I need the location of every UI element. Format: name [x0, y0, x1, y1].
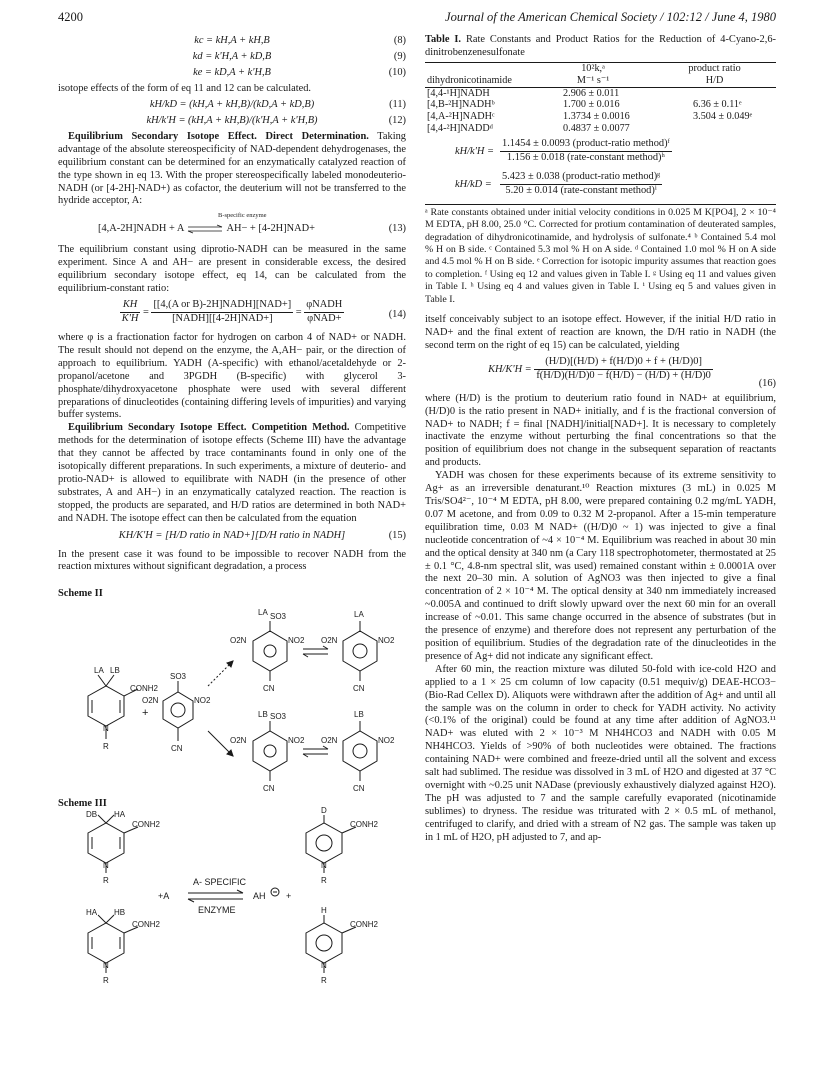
equation-13: B-specific enzyme [4,A-2H]NADH + A AH− + [4-2H]NAD+ (13): [98, 212, 406, 235]
svg-text:+A: +A: [158, 891, 170, 902]
svg-text:LA: LA: [258, 608, 268, 618]
equation-10: ke = kD,A + k'H,B (10): [193, 67, 406, 78]
svg-text:NO2: NO2: [288, 736, 305, 746]
page-header: [58, 10, 776, 26]
svg-text:CONH2: CONH2: [132, 820, 161, 830]
left-column: [58, 34, 406, 991]
svg-text:R: R: [103, 976, 109, 986]
table-row: [4,4-¹H]NADH 2.906 ± 0.011: [427, 87, 620, 99]
svg-text:SO3: SO3: [270, 612, 287, 622]
intro-text: isotope effects of the form of eq 11 and 12 can be calculated.: [58, 83, 312, 94]
scheme-ii-structures: [88, 608, 395, 793]
svg-text:SO3: SO3: [170, 672, 187, 682]
ratio-definition-text: where (H/D) is the protium to deuterium ratio found in NAD+ at equilibrium, (H/D)0 is the ratio present in NAD+ initially, and f is the fractional conversion of NAD+ to NADH; f = final [NADH]/initial[NAD+]. It is necessary to completely inactivate the enzyme without perturbing the final concentrations so that the position of equilibrium does not change in the subsequent separation of reactants and products.: [425, 392, 776, 469]
svg-text:LA: LA: [354, 610, 364, 620]
svg-text:NO2: NO2: [288, 636, 305, 646]
svg-text:NO2: NO2: [378, 736, 395, 746]
equation-16: KH/K'H = $\frac{(H/D)[(H/D) + f(H/D)0 + f + (H/D)0]}{f(H/D)(H/D)0 - f(H/D) - (H/D) + (H/D)0}$ (16): [488, 355, 776, 389]
svg-text:R: R: [103, 876, 109, 886]
svg-text:A- SPECIFIC: A- SPECIFIC: [193, 877, 247, 888]
isotope-effect-text: itself conceivably subject to an isotope effect. However, if the initial H/D ratio in NAD+ and the final extent of reaction are known, the D/H ratio in NADH (the second term on the right of eq 15) can be calculated, yielding: [425, 314, 776, 351]
section-competition-method: Equilibrium Secondary Isotope Effect. Competition Method. Competitive methods for the determination of isotope effects (Scheme III) have the advantage that they cannot be affected by trace contaminants found in only one of the isotopically different preparations. In such experiments, a mixture of deuterio- and protio-NAD+ is allowed to equilibrate with NADH (in the presence of other substrates, A and AH−) in an enzymatically catalyzed reaction. The reaction is stopped, the products are separated, and H/D ratios are determined in both NAD+ and NADH. The isotope effect can then be calculated from the equation: [58, 422, 406, 524]
equilibrium-arrow-icon: [188, 225, 222, 233]
meisenheimer-intermediate-bottom: [253, 721, 287, 781]
fractionation-text: where φ is a fractionation factor for hydrogen on carbon 4 of NAD+ or NADH. The result should not depend on the enzyme, the A,AH− pair, or the direction of approach to equilibrium. YADH (A-specific) with ethanol/acetaldehyde or 2-propanol/acetone and 3PGDH (B-specific) with glycerol 3-phosphate/dihydroxyacetone phosphate were used with several different preparations of dinucleotides (containing differing levels of impurities) and varying buffer systems.: [58, 331, 406, 421]
equation-11: kH/kD = (kH,A + kH,B)/(kD,A + kD,B) (11): [149, 98, 406, 110]
table-footnotes: ᵃ Rate constants obtained under initial velocity conditions in 0.025 M K[PO4], 2 × 10⁻⁴ M EDTA, pH 8.00, 25.0 °C. Corrected for protium contamination of deuterated samples, degradation of dihydronicotinamide, and hydrolysis of sulfonate.⁴ ᵇ Contained 5.4 mol % H on B side. ᶜ Contained 5.3 mol % H on A side. ᵈ Contained 1.0 mol % H on A side and 4.5 mol % H on B side. ᵉ Correction for isotopic impurity assumes that reaction goes to completion. ᶠ Using eq 12 and values given in Table I. ᵍ Using eq 11 and values given in Table I. ʰ Using eq 4 and values given in Table I. ⁱ Using eq 5 and values given in Table I.: [425, 206, 776, 305]
svg-text:CONH2: CONH2: [132, 920, 161, 930]
table-row: [4,4-²H]NADDᵈ 0.4837 ± 0.0077: [427, 122, 630, 134]
svg-text:N: N: [321, 961, 327, 971]
svg-text:CN: CN: [171, 744, 183, 754]
equation-15: KH/K'H = [H/D ratio in NAD+][D/H ratio in NADH] (15): [118, 529, 406, 541]
table-title: Table I. Rate Constants and Product Ratios for the Reduction of 4-Cyano-2,6-dinitrobenzenesulfonate: [425, 34, 776, 58]
svg-text:LB: LB: [258, 710, 268, 720]
deuterio-nad-plus-structure: [306, 815, 356, 873]
svg-text:CONH2: CONH2: [130, 684, 159, 694]
svg-text:HB: HB: [114, 908, 126, 918]
journal-citation: Journal of the American Chemical Society / 102:12 / June 4, 1980: [445, 10, 776, 24]
equation-12: kH/k'H = (kH,A + kH,B)/(k'H,A + k'H,B) (12): [146, 114, 406, 126]
column-separation-text: After 60 min, the reaction mixture was diluted 50-fold with ice-cold H2O and applied to a 1 × 25 cm column of low capacity (0.51 mequiv/g) DEAE-HCO3− (Bio-Rad Cellex D). Aliquots were withdrawn after the addition of Ag+ and until all the sample was on the column in order to check for YADH activity. No activity (<0.1% of the original) could be found at any time after addition of AgNO3.¹¹ NAD+ was eluted with 2 × 10⁻³ M NH4HCO3 and NADH with 0.05 M NH4HCO3. Yields of >90% of both nucleotides were obtained. The fractions containing NAD+ were combined and freeze-dried until all the solvent and excess salt had sublimed. The residue was dissolved in 3 mL of H2O and digested at 37 °C overnight with ~0.25 unit NADase (previously exhaustively dialyzed against H2O). The pH was adjusted to 7 and the sample carefully evaporated (nicotinamide sublimes) to dryness. The residue was triturated with 2 × 0.5 mL of methanol, centrifuged to clarify, and dried with a stream of N2 gas. The sample was taken up in 1 mL of H2O, pH adjusted to 7, and ap-: [425, 663, 776, 843]
scheme-ii-diagram: [58, 601, 406, 796]
product-bottom: [343, 721, 377, 781]
svg-text:CN: CN: [263, 784, 275, 794]
svg-text:O2N: O2N: [230, 636, 247, 646]
svg-text:LA: LA: [94, 666, 104, 676]
scheme-ii-title: Scheme II: [58, 588, 103, 600]
section-direct-determination: Equilibrium Secondary Isotope Effect. Direct Determination. Taking advantage of the absolute stereospecificity of NAD-dependent dehydrogenases, the equilibrium constant can be determined for an enzymatically catalyzed reaction of the type shown in eq 13. With the proper stereospecifically labeled monodeuterio-NADH (or [4-2H]-NAD+) as cofactor, the deuterium will not be transferred to the hydride acceptor, A:: [58, 130, 406, 207]
svg-text:O2N: O2N: [321, 636, 338, 646]
scheme-iii-diagram: [58, 806, 406, 991]
svg-text:N: N: [103, 861, 109, 871]
equation-14: $\frac{KH}{K'H}$ = $\frac{\text{[[4,(A or B)-2H]NADH][NAD+]}}{\text{[NADH][[4-2H]NAD+]}}$ = $\frac{\text{φNADH}}{\text{φNAD+}}$ (14): [121, 298, 406, 324]
svg-text:NO2: NO2: [194, 696, 211, 706]
svg-text:N: N: [103, 961, 109, 971]
svg-text:+: +: [142, 707, 149, 720]
table-row: [4,B-²H]NADHᵇ 1.700 ± 0.016 6.36 ± 0.11ᵉ: [427, 99, 742, 111]
recovery-text: In the present case it was found to be impossible to recover NADH from the reaction mixtures without significant degradation, a process: [58, 548, 406, 573]
svg-text:O2N: O2N: [321, 736, 338, 746]
svg-text:H: H: [321, 906, 327, 916]
svg-text:O2N: O2N: [230, 736, 247, 746]
svg-text:N: N: [103, 724, 109, 734]
svg-text:HA: HA: [114, 810, 126, 820]
svg-text:CN: CN: [353, 684, 365, 694]
protio-nad-plus-structure: [306, 915, 356, 973]
equation-8: kc = kH,A + kH,B (8): [194, 35, 406, 46]
rate-constants-table: 10²k,ᵃ product ratio dihydronicotinamide M⁻¹ s⁻¹ H/D [4,4-¹H]NADH 2.906 ± 0.011 [4,B-²H]NADHᵇ 1.700 ± 0.016 6.36 ± 0.11ᵉ [4,A-²H]NADHᶜ 1.3734 ± 0.0016 3.504 ± 0.049ᵉ [4,4-²H]NADDᵈ 0.4837 ± 0.0077: [425, 62, 776, 135]
svg-text:AH: AH: [253, 891, 266, 902]
table-bottom-rule: [425, 204, 776, 205]
meisenheimer-intermediate-top: [253, 621, 287, 681]
svg-text:R: R: [103, 742, 109, 752]
svg-text:R: R: [321, 876, 327, 886]
svg-text:LB: LB: [110, 666, 120, 676]
product-top: [343, 621, 377, 681]
svg-text:CONH2: CONH2: [350, 820, 379, 830]
sulfonate-substrate-structure: [163, 681, 193, 741]
equation-9: kd = k'H,A + kD,B (9): [192, 51, 406, 62]
svg-text:SO3: SO3: [270, 712, 287, 722]
svg-text:N: N: [321, 861, 327, 871]
svg-text:CN: CN: [353, 784, 365, 794]
yadh-experiment-text: YADH was chosen for these experiments because of its extreme sensitivity to Ag+ as an irreversible denaturant.¹⁰ Reaction mixtures (3 mL) in 0.025 M Tris/SO4²⁻, 10⁻⁴ M EDTA, pH 8.00, were prepared containing 0.2 mg/mL YADH, 0.07 M acetone, and from 0.09 to 0.32 M 2-propanol. After a 15-min temperature equilibration time, 0.03 M NAD+ ((H/D)0 ~ 1) was injected to give a final nucleotide concentration of ~4 × 10⁻⁴ M. Equilibrium was reached in about 30 min and the optical density at 340 nm (a Cary 118 spectrophotometer, thermostated at 25 ± 0.1 °C, 4.8-nm spectral slit, was used) remained constant within ± 0.0001A over the next 20–30 min. A solution of AgNO3 was then injected to give a final concentration of 2 × 10⁻⁴ M. The optical density at 340 nm immediately increased ~0.005A and continued to drift slowly upward over the next 60 min for an overall increase of ~0.01. This same change occurred in the absence of substrates (but in the presence of enzyme) and therefore does not represent any perturbation of the position of equilibrium. Studies of the degradation rate of the dinucleotides in the presence of Ag+ did not indicate any significant effect.: [425, 470, 776, 662]
svg-text:ENZYME: ENZYME: [198, 905, 236, 916]
page-number: 4200: [58, 10, 83, 24]
svg-text:O2N: O2N: [142, 696, 159, 706]
table-row: [4,A-²H]NADHᶜ 1.3734 ± 0.0016 3.504 ± 0.049ᵉ: [427, 111, 753, 123]
svg-text:R: R: [321, 976, 327, 986]
equilibrium-constant-text: The equilibrium constant using diprotio-NADH can be measured in the same experiment. Since A and AH− are present in considerable excess, the desired equilibrium secondary isotope effect, eq 14, can be calculated from the equilibrium-constant ratio:: [58, 244, 406, 295]
right-column: [425, 34, 776, 844]
svg-text:CN: CN: [263, 684, 275, 694]
svg-text:HA: HA: [86, 908, 98, 918]
svg-text:D: D: [321, 806, 327, 816]
deuterio-nadh-structure: [88, 815, 138, 873]
svg-text:+: +: [286, 891, 292, 902]
svg-text:CONH2: CONH2: [350, 920, 379, 930]
ratio-kh-kd: kH/kD = 5.423 ± 0.038 (product-ratio method)ᵍ 5.20 ± 0.014 (rate-constant method)ⁱ: [455, 170, 661, 196]
protio-nadh-structure: [88, 915, 138, 973]
scheme-iii-title: Scheme III: [58, 798, 107, 810]
svg-text:NO2: NO2: [378, 636, 395, 646]
svg-text:LB: LB: [354, 710, 364, 720]
ratio-kh-khprime: kH/k'H = 1.1454 ± 0.0093 (product-ratio method)ᶠ 1.156 ± 0.018 (rate-constant method)ʰ: [455, 137, 670, 163]
svg-text:DB: DB: [86, 810, 98, 820]
